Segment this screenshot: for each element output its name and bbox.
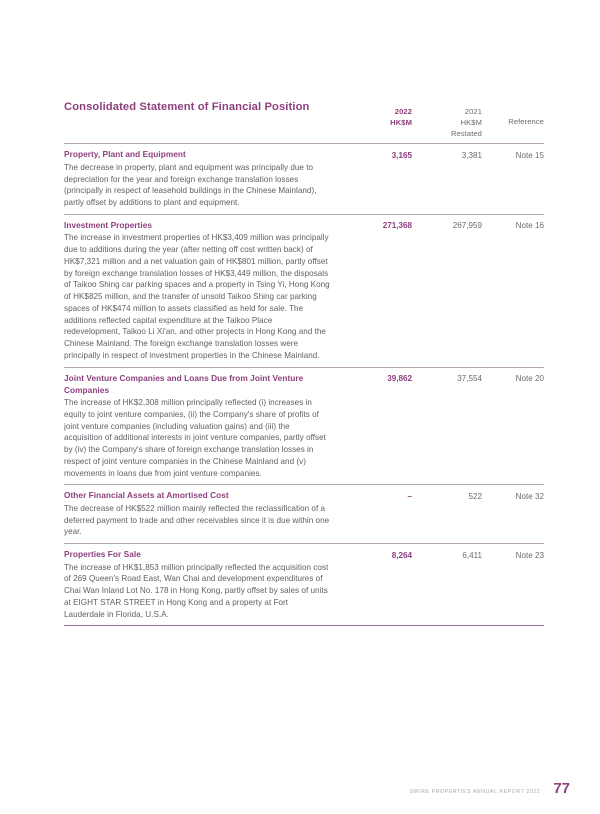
row-body-text bbox=[64, 503, 330, 538]
page-footer bbox=[410, 781, 570, 796]
row-body-paragraph: The increase in investment properties of HK$3,409 million was principally due to additions during the year (after netting off cost written back) of HK$7,321 million and a net valuation gain of HK$801 million, partly offset by foreign exchange translation losses of HK$3,449 million, the disposals of Taikoo Shing car parking spaces and a property in Tsing Yi, Hong Kong of HK$825 million, and the transfer of unsold Taikoo Shing car parking spaces of HK$474 million to assets classified as held for sale. The additions reflected capital expenditure at the Taikoo Place redevelopment, Taikoo Li Xi'an, and other projects in Hong Kong and the Chinese Mainland. The foreign exchange translation losses were principally in respect of investment properties in the Chinese Mainland. bbox=[64, 233, 330, 360]
row-reference[interactable]: Note 23 bbox=[515, 550, 544, 560]
row-description bbox=[64, 549, 338, 620]
row-description bbox=[64, 490, 338, 538]
column-header-2022 bbox=[338, 107, 412, 129]
row-value-2022: – bbox=[407, 491, 412, 501]
column-header-2022-unit: HK$M bbox=[390, 117, 412, 127]
footer-report-label: SWIRE PROPERTIES ANNUAL REPORT 2022 bbox=[409, 789, 541, 795]
row-title: Property, Plant and Equipment bbox=[64, 149, 186, 160]
page-title: Consolidated Statement of Financial Position bbox=[64, 101, 310, 113]
row-title: Other Financial Assets at Amortised Cost bbox=[64, 490, 229, 501]
row-value-2022: 271,368 bbox=[382, 221, 412, 231]
row-reference[interactable]: Note 32 bbox=[515, 491, 544, 501]
column-header-2022-year: 2022 bbox=[394, 107, 412, 116]
column-header-2021 bbox=[412, 107, 482, 139]
row-body-text bbox=[64, 397, 330, 479]
column-header-reference bbox=[482, 107, 544, 128]
footer-page-number: 77 bbox=[553, 780, 570, 797]
column-header-2021-unit: HK$M bbox=[460, 117, 482, 127]
table-row bbox=[64, 144, 544, 214]
row-description bbox=[64, 220, 338, 362]
row-body-paragraph: The increase of HK$1,853 million principally reflected the acquisition cost of 269 Queen's Road East, Wan Chai and development expenditures of Chai Wan Inland Lot No. 178 in Hong Kong, partly offset by sales of units at EIGHT STAR STREET in Hong Kong and a property at Fort Lauderdale in Florida, U.S.A. bbox=[64, 562, 329, 619]
table-row bbox=[64, 485, 544, 543]
row-reference[interactable]: Note 16 bbox=[515, 221, 544, 231]
row-body-text bbox=[64, 562, 330, 621]
row-reference[interactable]: Note 20 bbox=[515, 374, 544, 384]
row-reference[interactable]: Note 15 bbox=[515, 150, 544, 160]
table-bottom-divider bbox=[64, 625, 544, 626]
column-header-reference-label: Reference bbox=[508, 117, 544, 126]
row-description bbox=[64, 373, 338, 480]
row-description bbox=[64, 149, 338, 209]
row-value-2021: 267,959 bbox=[452, 221, 482, 231]
row-value-2021: 37,554 bbox=[457, 374, 482, 384]
row-body-text bbox=[64, 162, 330, 209]
statement-content bbox=[64, 100, 544, 626]
table-row bbox=[64, 544, 544, 625]
row-title: Properties For Sale bbox=[64, 549, 141, 560]
row-body-paragraph: The decrease of HK$522 million mainly reflected the reclassification of a deferred payment to trade and other receivables since it is due within one year. bbox=[64, 503, 330, 537]
row-body-paragraph: The increase of HK$2,308 million principally reflected (i) increases in equity to joint venture companies, (ii) the Company's share of profits of joint venture companies (including valuation gains) and (iii) the acquisition of additional interests in joint venture companies, partly offset by (iv) the Company's share of foreign exchange translation losses in respect of joint venture companies in the Chinese Mainland and (v) movements in loans due from joint venture companies. bbox=[64, 398, 326, 478]
row-title: Joint Venture Companies and Loans Due from Joint Venture Companies bbox=[64, 372, 304, 395]
row-value-2022: 39,862 bbox=[387, 374, 412, 384]
row-value-2022: 3,165 bbox=[391, 150, 412, 160]
table-row bbox=[64, 368, 544, 485]
row-body-text bbox=[64, 232, 330, 361]
row-body-paragraph: The decrease in property, plant and equipment was principally due to depreciation for the year and foreign exchange translation losses (principally in respect of leasehold buildings in the Chinese Mainland), partly offset by additions to plant and equipment. bbox=[64, 162, 317, 208]
row-value-2021: 6,411 bbox=[462, 550, 482, 560]
row-value-2021: 3,381 bbox=[461, 150, 482, 160]
row-title: Investment Properties bbox=[64, 219, 153, 230]
column-header-2021-year: 2021 bbox=[464, 107, 482, 116]
column-header-2021-restated: Restated bbox=[450, 128, 482, 138]
row-value-2021: 522 bbox=[468, 491, 482, 501]
table-row bbox=[64, 215, 544, 367]
statement-rows bbox=[64, 143, 544, 626]
row-value-2022: 8,264 bbox=[391, 550, 412, 560]
